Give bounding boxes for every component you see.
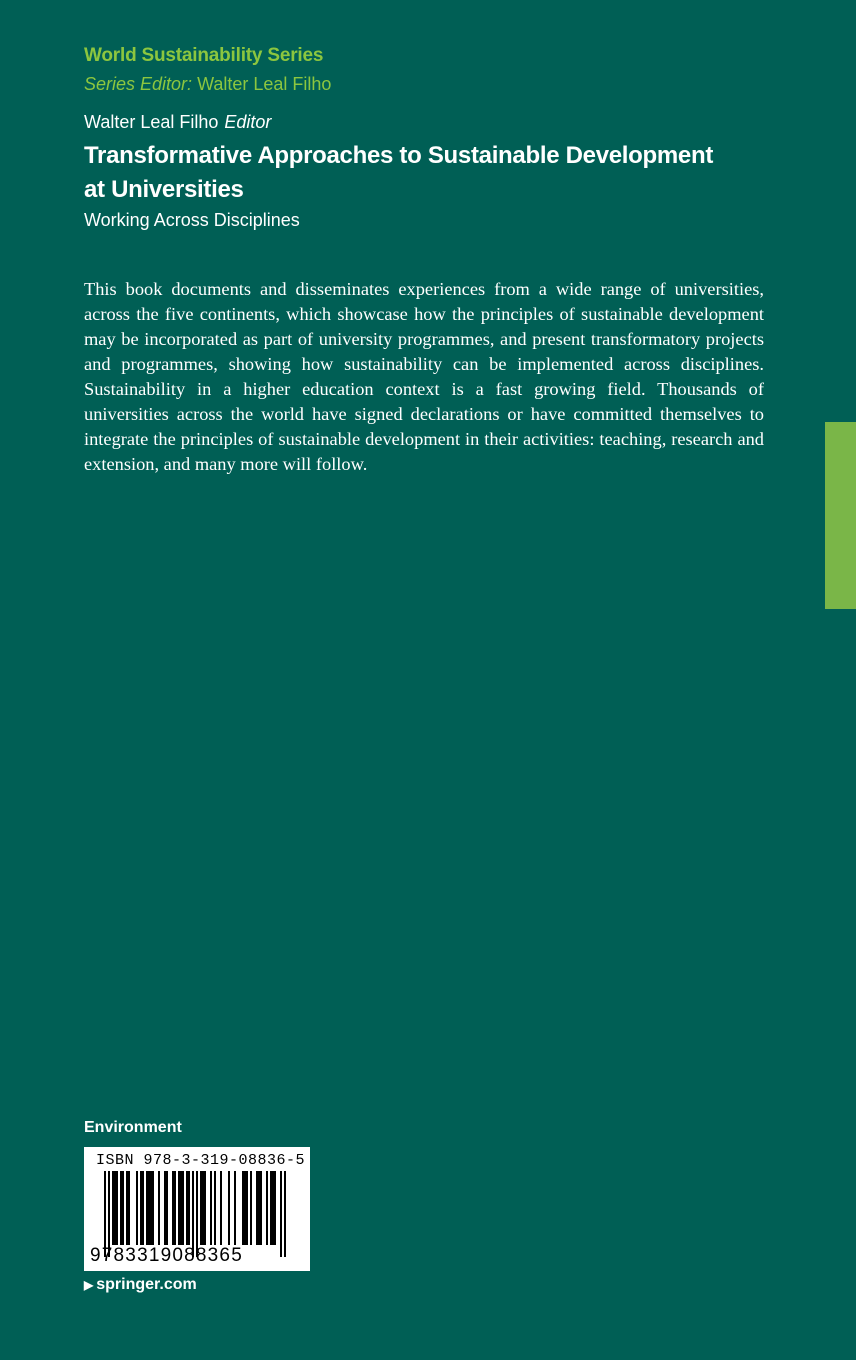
barcode-bar (146, 1171, 148, 1245)
barcode-bar (148, 1171, 150, 1245)
barcode-bar (126, 1171, 128, 1245)
book-editor-name: Walter Leal Filho (84, 112, 219, 132)
barcode-bar (166, 1171, 168, 1245)
barcode-bar (188, 1171, 190, 1245)
book-editor-role: Editor (224, 112, 272, 132)
barcode-bar (158, 1171, 160, 1245)
barcode-bar (258, 1171, 260, 1245)
barcode-bar (250, 1171, 252, 1245)
series-editor-label: Series Editor: (84, 74, 193, 94)
barcode-bar (128, 1171, 130, 1245)
barcode-bar (214, 1171, 216, 1245)
barcode-bar (210, 1171, 212, 1245)
barcode-bar (116, 1171, 118, 1245)
barcode-bar (202, 1171, 204, 1245)
barcode-bar (274, 1171, 276, 1245)
barcode-bar (270, 1171, 272, 1245)
website-text: springer.com (96, 1276, 197, 1293)
book-blurb: This book documents and disseminates experiences from a wide range of universities, across the five continents, which showcase how the principles of sustainable development may be incorporated as part of university programmes, and present transformatory projects and programmes, showing how sustainability can be implemented across disciplines. Sustainability in a higher education context is a fast growing field. Thousands of universities across the world have signed declarations or have committed themselves to integrate the principles of sustainable development in their activities: teaching, research and extension, and many more will follow. (84, 279, 764, 474)
barcode-bar (120, 1171, 122, 1245)
barcode-bar (172, 1171, 174, 1245)
book-title: Transformative Approaches to Sustainable Development at Universities (84, 142, 714, 203)
book-editor (84, 112, 271, 133)
isbn-label: ISBN 978-3-319-08836-5 (96, 1152, 306, 1169)
website-link[interactable] (84, 1276, 197, 1294)
barcode-bar (242, 1171, 244, 1245)
barcode-bar (180, 1171, 182, 1245)
barcode-bar (220, 1171, 222, 1245)
color-tab (825, 422, 856, 609)
barcode-bar (142, 1171, 144, 1245)
barcode-bar (178, 1171, 180, 1245)
barcode-bar (174, 1171, 176, 1245)
barcode-bar (182, 1171, 184, 1245)
barcode-digits: 9783319088365 (90, 1245, 243, 1266)
barcode-bar (122, 1171, 124, 1245)
barcode-bar (152, 1171, 154, 1245)
barcode-bar (136, 1171, 138, 1245)
barcode-bar (260, 1171, 262, 1245)
barcode-bar (114, 1171, 116, 1245)
triangle-right-icon: ▶ (84, 1278, 94, 1292)
barcode-bar (204, 1171, 206, 1245)
barcode-bar (244, 1171, 246, 1245)
barcode-bar (228, 1171, 230, 1245)
barcode-bar (150, 1171, 152, 1245)
barcode-bar (256, 1171, 258, 1245)
barcode-bar (234, 1171, 236, 1245)
barcode-bar (200, 1171, 202, 1245)
barcode-bar (112, 1171, 114, 1245)
book-subtitle: Working Across Disciplines (84, 210, 300, 230)
barcode-bar (266, 1171, 268, 1245)
barcode-bar (140, 1171, 142, 1245)
barcode (84, 1147, 310, 1271)
subject-label: Environment (84, 1119, 182, 1136)
barcode-bar (164, 1171, 166, 1245)
barcode-bar (246, 1171, 248, 1245)
series-editor (84, 74, 331, 95)
barcode-bar (272, 1171, 274, 1245)
barcode-bar (186, 1171, 188, 1245)
series-title: World Sustainability Series (84, 45, 324, 66)
series-editor-name: Walter Leal Filho (197, 74, 332, 94)
